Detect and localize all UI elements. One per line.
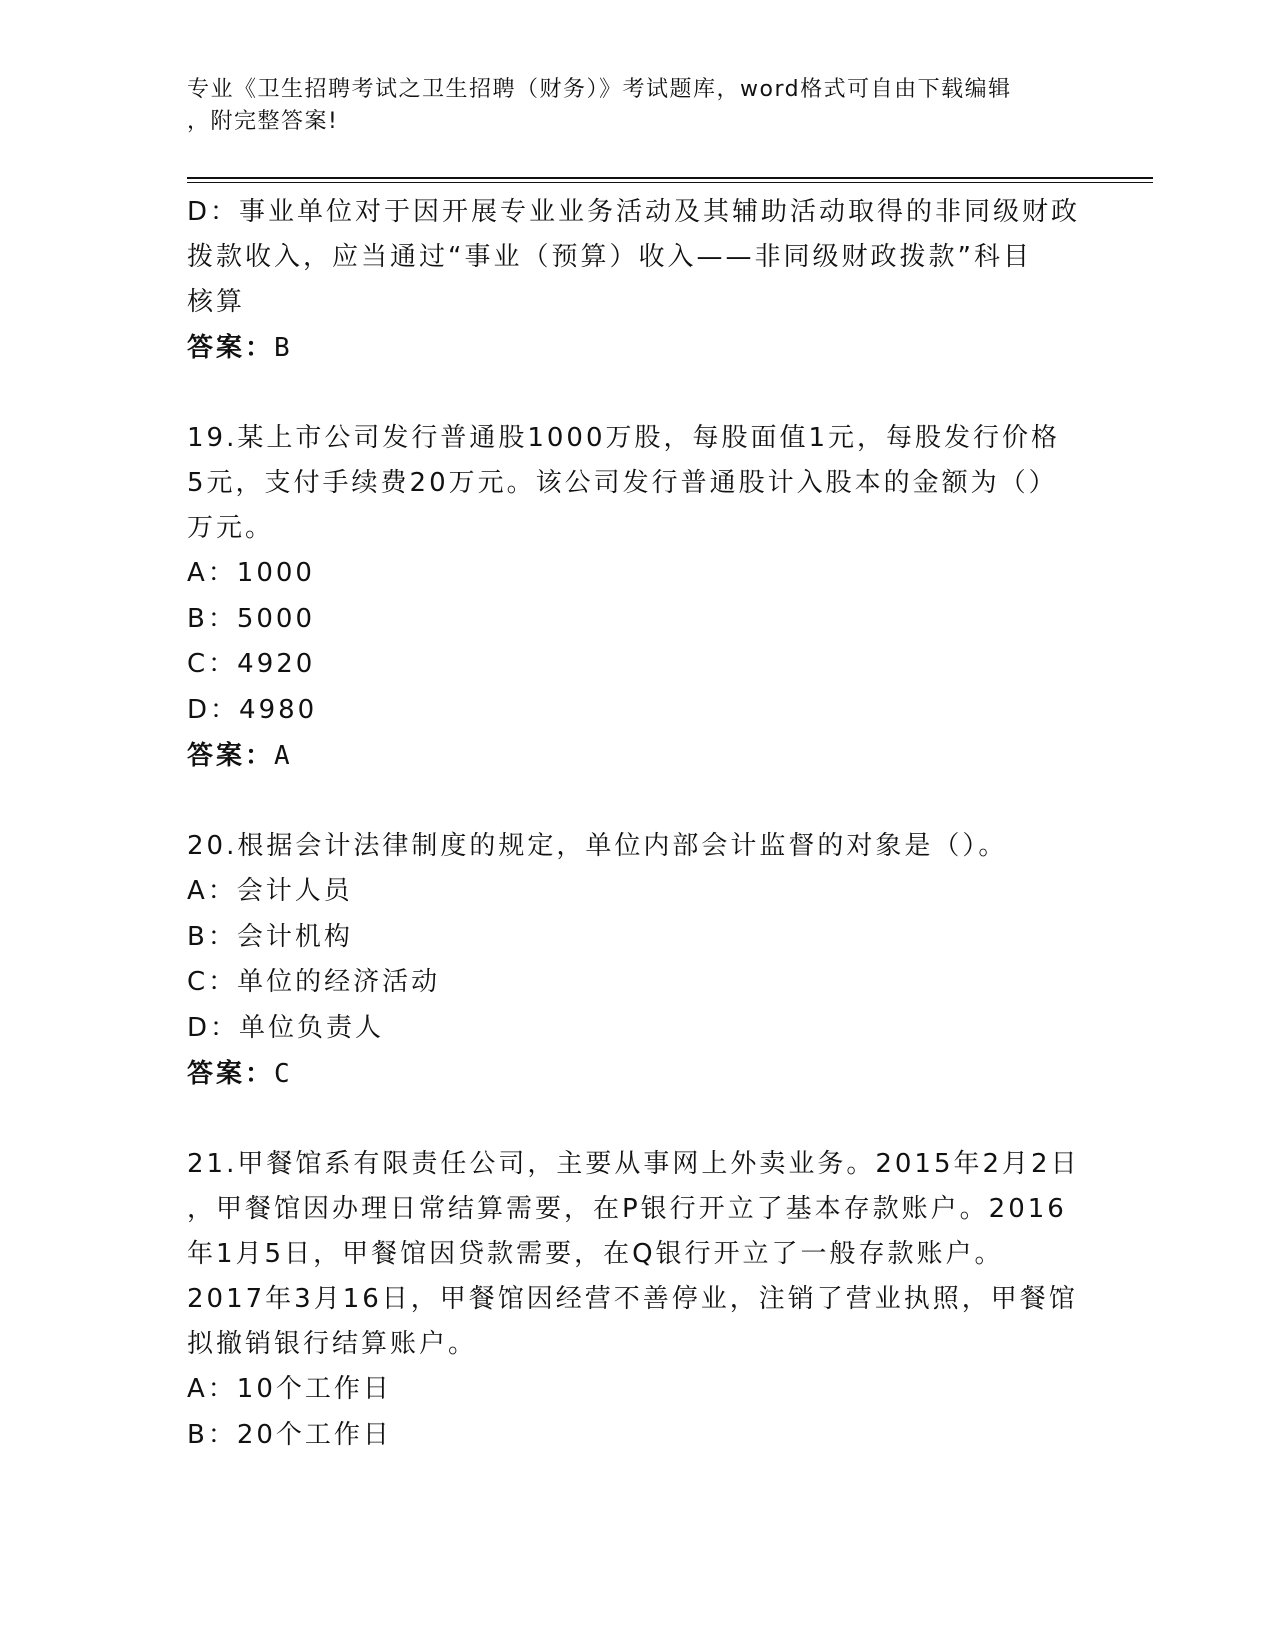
answer-value: A bbox=[274, 741, 293, 771]
question-text: 19.某上市公司发行普通股1000万股，每股面值1元，每股发行价格 bbox=[187, 423, 1061, 453]
option-line: 核算 bbox=[187, 287, 246, 317]
option-b: B：20个工作日 bbox=[187, 1419, 392, 1450]
partial-question bbox=[187, 190, 1087, 371]
option-d: D：单位负责人 bbox=[187, 1012, 385, 1043]
question-content bbox=[187, 190, 1087, 1458]
answer-line bbox=[187, 1051, 1087, 1097]
question-text: 5元，支付手续费20万元。该公司发行普通股计入股本的金额为（） bbox=[187, 468, 1058, 498]
answer-value: C bbox=[274, 1059, 293, 1089]
document-header bbox=[187, 74, 1067, 138]
question-text: 万元。 bbox=[187, 513, 275, 543]
answer-label: 答案： bbox=[187, 741, 275, 771]
question-text: 年1月5日，甲餐馆因贷款需要，在Q银行开立了一般存款账户。 bbox=[187, 1239, 1004, 1269]
question-text: ，甲餐馆因办理日常结算需要，在P银行开立了基本存款账户。2016 bbox=[187, 1194, 1067, 1224]
header-rule-thin bbox=[187, 182, 1153, 183]
answer-label: 答案： bbox=[187, 333, 275, 363]
question-text: 21.甲餐馆系有限责任公司，主要从事网上外卖业务。2015年2月2日 bbox=[187, 1149, 1080, 1179]
option-line: D：事业单位对于因开展专业业务活动及其辅助活动取得的非同级财政 bbox=[187, 197, 1081, 227]
question-19 bbox=[187, 416, 1087, 779]
question-21 bbox=[187, 1142, 1087, 1458]
answer-label: 答案： bbox=[187, 1059, 275, 1089]
option-line: 拨款收入，应当通过“事业（预算）收入——非同级财政拨款”科目 bbox=[187, 242, 1032, 272]
answer-line bbox=[187, 733, 1087, 779]
option-a: A：会计人员 bbox=[187, 876, 353, 906]
option-d: D：4980 bbox=[187, 694, 318, 725]
question-20 bbox=[187, 824, 1087, 1097]
option-a: A：10个工作日 bbox=[187, 1374, 392, 1404]
header-line-1: 专业《卫生招聘考试之卫生招聘（财务）》考试题库，word格式可自由下载编辑 bbox=[187, 77, 1012, 102]
answer-value: B bbox=[274, 333, 293, 363]
question-text: 20.根据会计法律制度的规定，单位内部会计监督的对象是（）。 bbox=[187, 831, 1008, 861]
question-text: 2017年3月16日，甲餐馆因经营不善停业，注销了营业执照，甲餐馆 bbox=[187, 1284, 1078, 1314]
option-b: B：会计机构 bbox=[187, 921, 353, 952]
option-b: B：5000 bbox=[187, 603, 316, 634]
option-a: A：1000 bbox=[187, 558, 315, 588]
header-rule-thick bbox=[187, 177, 1153, 179]
question-text: 拟撤销银行结算账户。 bbox=[187, 1329, 478, 1359]
header-line-2: ，附完整答案! bbox=[187, 109, 339, 134]
answer-line bbox=[187, 325, 1087, 371]
option-c: C：单位的经济活动 bbox=[187, 967, 441, 997]
option-c: C：4920 bbox=[187, 649, 316, 679]
